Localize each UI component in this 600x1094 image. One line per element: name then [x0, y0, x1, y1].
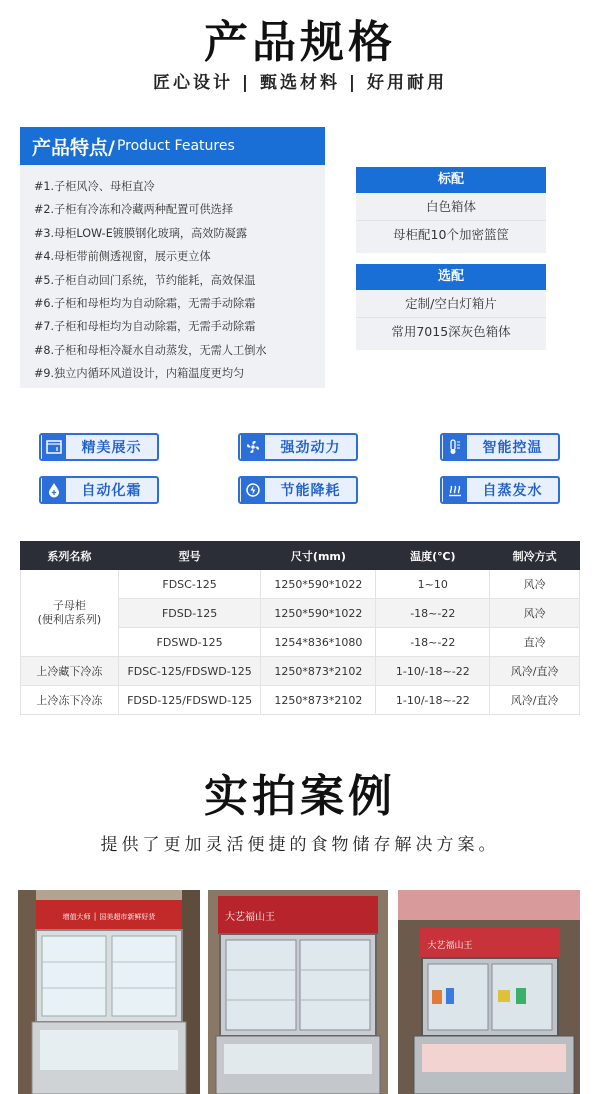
table-row: [21, 686, 580, 715]
size-cell: 1254*836*1080: [261, 628, 376, 657]
features-panel: [20, 127, 325, 388]
display-window-icon: [42, 435, 66, 459]
feature-item: #6.子柜和母柜均为自动除霜，无需手动除霜: [34, 296, 256, 310]
features-list: [34, 175, 267, 386]
cooling-cell: 风冷/直冷: [490, 657, 580, 686]
series-name-line: 子母柜: [52, 599, 86, 612]
features-title: 产品特点/: [32, 136, 115, 159]
photo-sign-text: 大艺福山王: [225, 912, 275, 923]
table-row: [21, 657, 580, 686]
size-cell: 1250*590*1022: [261, 570, 376, 599]
standard-config-panel: [356, 167, 546, 253]
model-cell: FDSC-125: [118, 570, 261, 599]
badge-display: [39, 433, 159, 461]
snowflake-drop-icon: [42, 478, 66, 502]
table-header-cell: 系列名称: [21, 542, 119, 570]
section-title-cases: 实拍案例: [204, 771, 396, 822]
size-cell: 1250*873*2102: [261, 657, 376, 686]
features-title-en: Product Features: [116, 138, 235, 154]
case-photo: [208, 890, 388, 1094]
model-cell: FDSD-125: [118, 599, 261, 628]
series-name-cell: 上冷冻下冷冻: [21, 686, 119, 715]
temp-cell: -18~-22: [376, 599, 490, 628]
photo-sign-text: 大艺福山王: [427, 941, 473, 951]
temp-cell: -18~-22: [376, 628, 490, 657]
cooling-cell: 直冷: [490, 628, 580, 657]
cooling-cell: 风冷: [490, 570, 580, 599]
badge-label: 节能降耗: [280, 483, 341, 499]
series-name-cell: [21, 570, 119, 657]
table-row: [21, 570, 580, 599]
table-header-row: [21, 542, 580, 570]
power-leaf-icon: [241, 478, 265, 502]
series-name-line: (便利店系列): [37, 613, 102, 626]
feature-item: #2.子柜有冷冻和冷藏两种配置可供选择: [34, 203, 234, 217]
size-cell: 1250*590*1022: [261, 599, 376, 628]
feature-item: #5.子柜自动回门系统，节约能耗，高效保温: [34, 273, 256, 287]
badge-label: 强劲动力: [280, 440, 341, 456]
standard-config-item: 母柜配10个加密篮筐: [393, 227, 509, 242]
model-cell: FDSC-125/FDSWD-125: [118, 657, 261, 686]
photo-sign-text: 增值大师 │ 国美超市新鲜好货: [62, 913, 156, 921]
case-photo: [398, 890, 580, 1094]
section-subtitle-specs: 匠心设计 | 甄选材料 | 好用耐用: [152, 73, 448, 93]
feature-item: #1.子柜风冷、母柜直冷: [34, 180, 155, 193]
table-header-cell: 型号: [118, 542, 261, 570]
series-name-cell: 上冷藏下冷冻: [21, 657, 119, 686]
badge-power: [238, 433, 358, 461]
badge-label: 智能控温: [482, 440, 543, 456]
cooling-cell: 风冷: [490, 599, 580, 628]
badge-energy: [238, 476, 358, 504]
standard-config-header: 标配: [356, 167, 546, 193]
feature-item: #8.子柜和母柜冷凝水自动蒸发，无需人工倒水: [34, 343, 267, 357]
section-subtitle-cases: 提供了更加灵活便捷的食物储存解决方案。: [100, 835, 500, 855]
table-header-cell: 尺寸(mm): [261, 542, 376, 570]
cooling-cell: 风冷/直冷: [490, 686, 580, 715]
specs-table: [20, 541, 580, 715]
temp-cell: 1-10/-18~-22: [376, 657, 490, 686]
badge-label: 自动化霜: [81, 483, 142, 499]
temp-cell: 1~10: [376, 570, 490, 599]
case-photo: [18, 890, 200, 1094]
table-header-cell: 温度(℃): [376, 542, 490, 570]
features-header: [20, 127, 325, 165]
badge-temp: [440, 433, 560, 461]
feature-item: #4.母柜带前侧透视窗，展示更立体: [34, 250, 211, 264]
badge-defrost: [39, 476, 159, 504]
badge-label: 精美展示: [81, 440, 142, 456]
optional-config-item: 常用7015深灰色箱体: [391, 324, 511, 339]
section-title-specs: 产品规格: [204, 17, 396, 68]
badge-label: 自蒸发水: [482, 483, 543, 499]
model-cell: FDSD-125/FDSWD-125: [118, 686, 261, 715]
model-cell: FDSWD-125: [118, 628, 261, 657]
evaporation-icon: [443, 478, 467, 502]
optional-config-panel: [356, 264, 546, 350]
temp-cell: 1-10/-18~-22: [376, 686, 490, 715]
thermometer-icon: [443, 435, 467, 459]
table-header-cell: 制冷方式: [490, 542, 580, 570]
badge-evaporation: [440, 476, 560, 504]
standard-config-item: 白色箱体: [356, 193, 546, 221]
optional-config-item: 定制/空白灯箱片: [356, 290, 546, 318]
optional-config-header: 选配: [356, 264, 546, 290]
fan-icon: [241, 435, 265, 459]
size-cell: 1250*873*2102: [261, 686, 376, 715]
feature-item: #9.独立内循环风道设计，内箱温度更均匀: [34, 367, 245, 381]
feature-item: #7.子柜和母柜均为自动除霜，无需手动除霜: [34, 320, 256, 334]
feature-item: #3.母柜LOW-E镀膜钢化玻璃，高效防凝露: [34, 226, 248, 240]
